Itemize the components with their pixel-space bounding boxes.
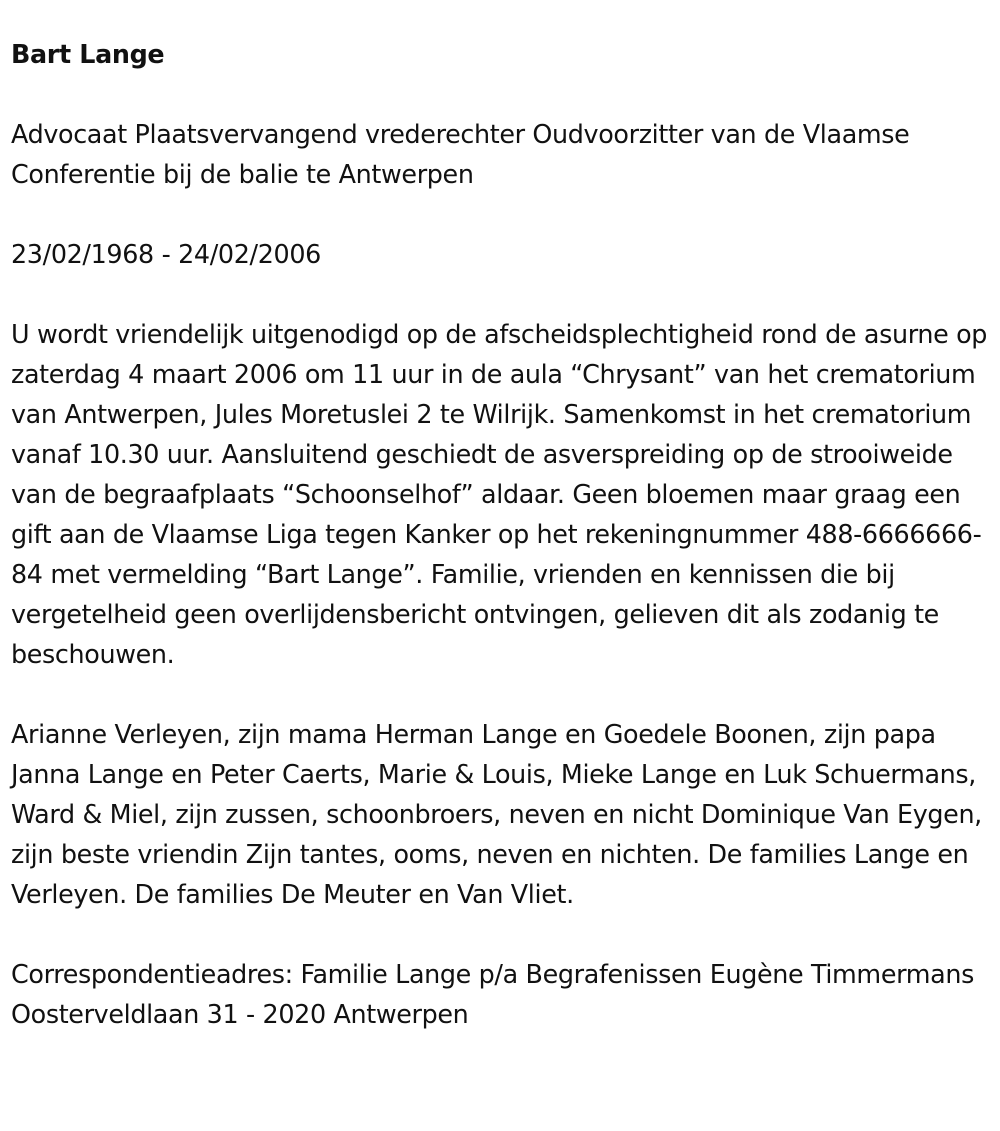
family-members: Arianne Verleyen, zijn mama Herman Lange en Goedele Boonen, zijn papa Janna Lange en Peter Caerts, Marie & Louis, Mieke Lange en Luk Schuermans, Ward & Miel, zijn zussen, schoonbroers, neven en nicht Dominique Van Eygen, zijn beste vriendin Zijn tantes, ooms, neven en nichten. De families Lange en Verleyen. De families De Meuter en Van Vliet.: [11, 719, 982, 909]
ceremony-invitation: U wordt vriendelijk uitgenodigd op de afscheidsplechtigheid rond de asurne op zaterdag 4 maart 2006 om 11 uur in de aula “Chrysant” van het crematorium van Antwerpen, Jules Moretuslei 2 te Wilrijk. Samenkomst in het crematorium vanaf 10.30 uur. Aansluitend geschiedt de asverspreiding op de strooiweide van de begraafplaats “Schoonselhof” aldaar. Geen bloemen maar graag een gift aan de Vlaamse Liga tegen Kanker op het rekeningnummer 488-6666666-84 met vermelding “Bart Lange”. Familie, vrienden en kennissen die bij vergetelheid geen overlijdensbericht ontvingen, gelieven dit als zodanig te beschouwen.: [11, 319, 988, 669]
correspondence-address: Correspondentieadres: Familie Lange p/a Begrafenissen Eugène Timmermans Oosterveldlaan 31 - 2020 Antwerpen: [11, 959, 974, 1029]
deceased-name: Bart Lange: [11, 39, 165, 69]
life-dates: 23/02/1968 - 24/02/2006: [11, 239, 321, 269]
deceased-roles: Advocaat Plaatsvervangend vrederechter Oudvoorzitter van de Vlaamse Conferentie bij de balie te Antwerpen: [11, 119, 910, 189]
